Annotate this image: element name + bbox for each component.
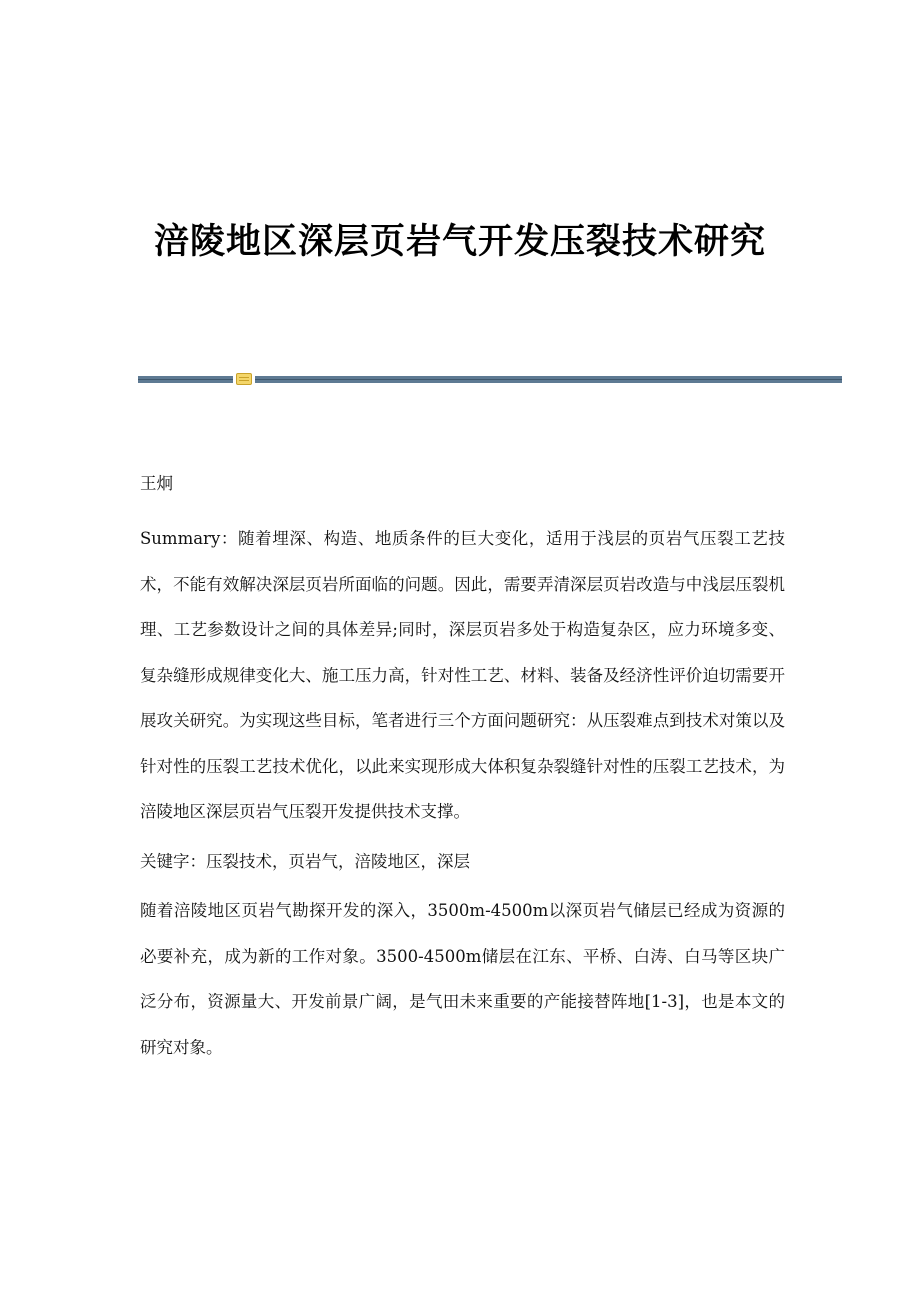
document-body xyxy=(140,464,785,1074)
body-paragraph: 随着涪陵地区页岩气勘探开发的深入，3500m-4500m以深页岩气储层已经成为资源的必要补充，成为新的工作对象。3500-4500m储层在江东、平桥、白涛、白马等区块广泛分布，资源量大、开发前景广阔，是气田未来重要的产能接替阵地[1-3]，也是本文的研究对象。 xyxy=(140,901,785,1057)
divider-bar-left xyxy=(138,376,233,383)
keywords-label: 关键字： xyxy=(140,851,206,871)
title-divider xyxy=(138,373,842,385)
document-title: 涪陵地区深层页岩气开发压裂技术研究 xyxy=(153,221,766,262)
summary-label: Summary： xyxy=(140,529,238,548)
summary-paragraph xyxy=(140,516,785,835)
keywords-text: 压裂技术，页岩气，涪陵地区，深层 xyxy=(206,851,470,871)
author-name: 王炯 xyxy=(140,474,173,493)
divider-emblem-icon xyxy=(236,373,252,385)
keywords-paragraph xyxy=(140,839,785,885)
summary-text: 随着埋深、构造、地质条件的巨大变化，适用于浅层的页岩气压裂工艺技术，不能有效解决深层页岩所面临的问题。因此，需要弄清深层页岩改造与中浅层压裂机理、工艺参数设计之间的具体差异;同时，深层页岩多处于构造复杂区，应力环境多变、复杂缝形成规律变化大、施工压力高，针对性工艺、材料、装备及经济性评价迫切需要开展攻关研究。为实现这些目标，笔者进行三个方面问题研究：从压裂难点到技术对策以及针对性的压裂工艺技术优化，以此来实现形成大体积复杂裂缝针对性的压裂工艺技术，为涪陵地区深层页岩气压裂开发提供技术支撑。 xyxy=(140,529,785,821)
divider-bar-right xyxy=(255,376,842,383)
